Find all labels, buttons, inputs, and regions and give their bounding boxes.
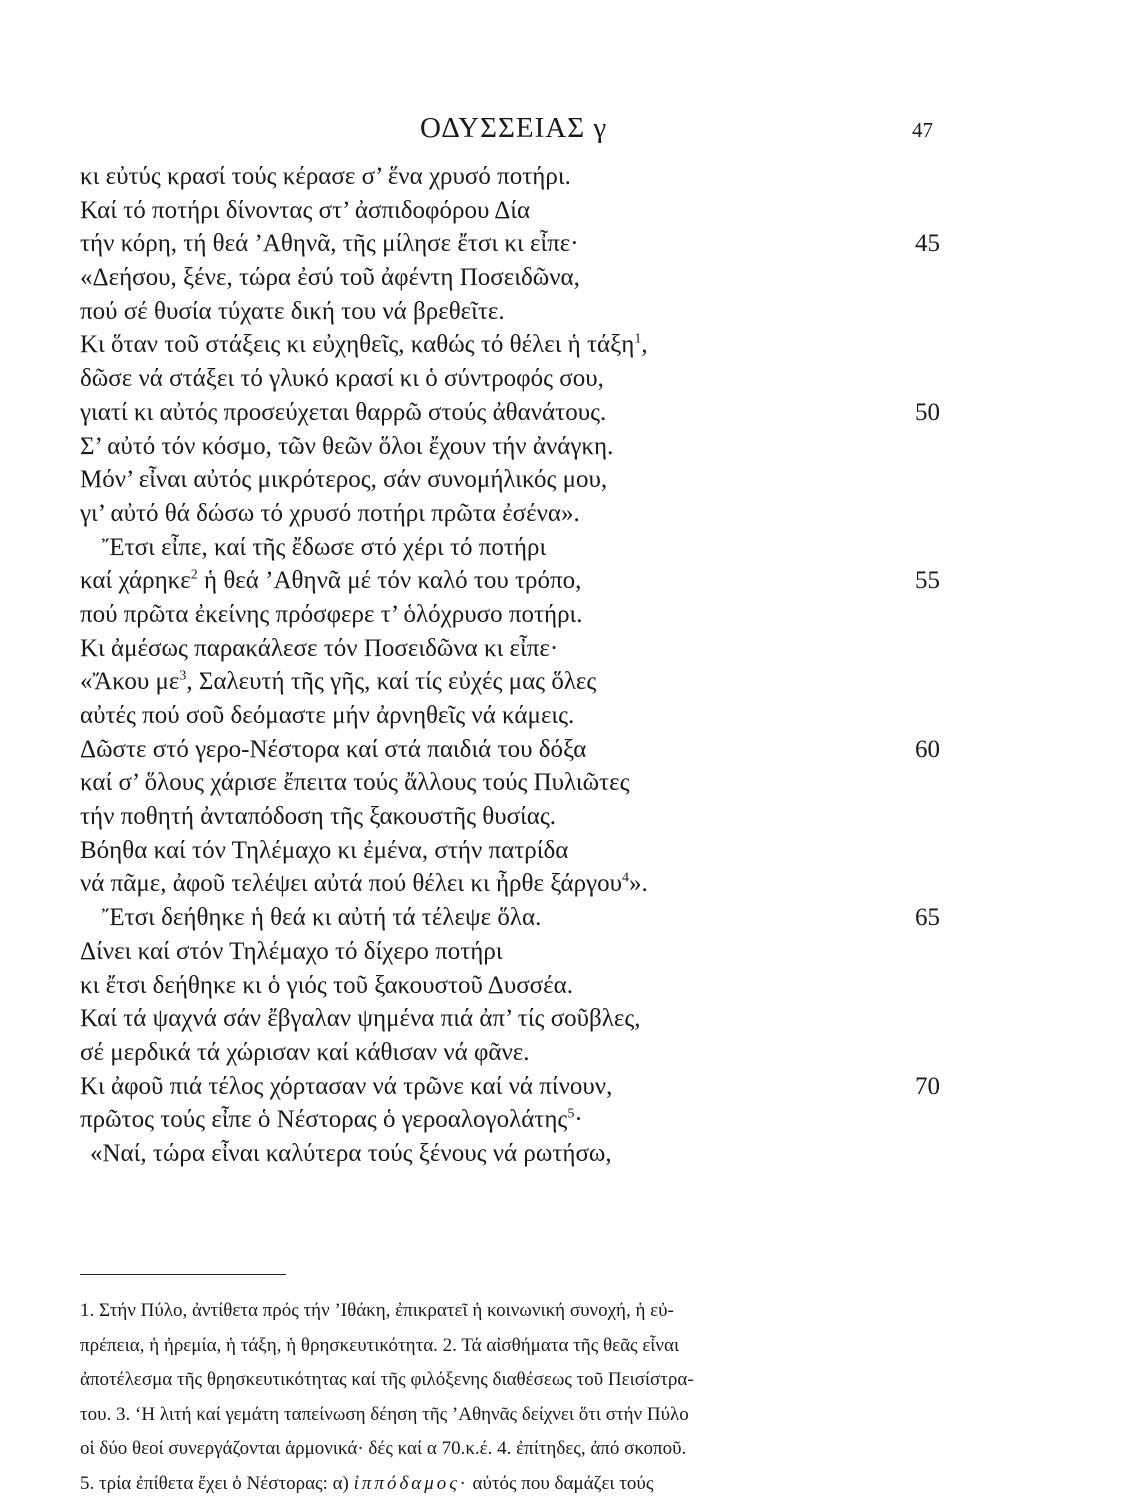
verse-text-after: , bbox=[641, 331, 647, 358]
verse-line bbox=[80, 396, 940, 430]
page-header bbox=[0, 112, 1125, 152]
verse-line bbox=[80, 901, 940, 935]
verse-text: καί χάρηκε bbox=[80, 567, 191, 594]
footnote-marker: 3 bbox=[179, 669, 186, 684]
verse-line bbox=[80, 261, 940, 295]
footnote-text: 5. τρία ἐπίθετα ἔχει ὁ Νέστορας: α) bbox=[80, 1473, 354, 1494]
line-number: 60 bbox=[915, 733, 940, 767]
line-number: 50 bbox=[915, 396, 940, 430]
verse-line bbox=[80, 800, 940, 834]
verse-text-after: ». bbox=[629, 870, 648, 897]
verse-text: Κι ἀμέσως παρακάλεσε τόν Ποσειδῶνα κι εἶπε· bbox=[80, 635, 558, 662]
footnote-text: ἀποτέλεσμα τῆς θρησκευτικότητας καί τῆς φιλόξενης διαθέσεως τοῦ Πεισίστρα- bbox=[80, 1369, 694, 1390]
verse-line bbox=[80, 867, 940, 901]
verse-text: Μόν’ εἶναι αὐτός μικρότερος, σάν συνομήλικός μου, bbox=[80, 466, 607, 493]
footnote-text: οἱ δύο θεοί συνεργάζονται ἁρμονικά· δές καί α 70.κ.έ. 4. ἐπίτηδες, ἀπό σκοποῦ. bbox=[80, 1438, 686, 1459]
verse-line bbox=[80, 733, 940, 767]
footnote-line bbox=[80, 1294, 940, 1329]
page-title: ΟΔΥΣΣΕΙΑΣ γ bbox=[420, 112, 607, 145]
verse-text: Ἔτσι εἶπε, καί τῆς ἔδωσε στό χέρι τό ποτήρι bbox=[102, 534, 546, 561]
verse-line bbox=[80, 430, 940, 464]
verse-text: τήν ποθητή ἀνταπόδοση τῆς ξακουστῆς θυσίας. bbox=[80, 803, 556, 830]
line-number: 70 bbox=[915, 1070, 940, 1104]
verse-text: δῶσε νά στάξει τό γλυκό κρασί κι ὁ σύντροφός σου, bbox=[80, 365, 604, 392]
footnote-text: 1. Στήν Πύλο, ἀντίθετα πρός τήν ’Ιθάκη, ἐπικρατεῖ ἡ κοινωνική συνοχή, ἡ εὐ- bbox=[80, 1300, 674, 1321]
verse-line bbox=[80, 531, 940, 565]
verse-text: Κι ἀφοῦ πιά τέλος χόρτασαν νά τρῶνε καί νά πίνουν, bbox=[80, 1073, 612, 1100]
verse-line bbox=[80, 160, 940, 194]
verse-text: κι εὐτύς κρασί τούς κέρασε σ’ ἕνα χρυσό ποτήρι. bbox=[80, 163, 571, 190]
verse-text: αὐτές πού σοῦ δεόμαστε μήν ἀρνηθεῖς νά κάμεις. bbox=[80, 702, 574, 729]
poem-body bbox=[80, 160, 940, 1171]
footnote-text: του. 3. ‘Η λιτή καί γεμάτη ταπείνωση δέηση τῆς ’Αθηνᾶς δείχνει ὅτι στήν Πύλο bbox=[80, 1404, 689, 1425]
verse-line bbox=[80, 295, 940, 329]
footnote-text-tail: αὐτός που δαμάζει τούς bbox=[468, 1473, 654, 1494]
footnote-marker: 4 bbox=[622, 871, 629, 886]
verse-line bbox=[80, 227, 940, 261]
verse-text: Δῶστε στό γερο-Νέστορα καί στά παιδιά του δόξα bbox=[80, 736, 586, 763]
footnote-line bbox=[80, 1467, 940, 1501]
verse-text: «Δεήσου, ξένε, τώρα ἐσύ τοῦ ἀφέντη Ποσειδῶνα, bbox=[80, 264, 580, 291]
footnote-line bbox=[80, 1329, 940, 1364]
footnote-line bbox=[80, 1363, 940, 1398]
verse-text: Δίνει καί στόν Τηλέμαχο τό δίχερο ποτήρι bbox=[80, 938, 503, 965]
verse-line bbox=[80, 194, 940, 228]
verse-text: κι ἔτσι δεήθηκε κι ὁ γιός τοῦ ξακουστοῦ Δυσσέα. bbox=[80, 972, 573, 999]
verse-line bbox=[80, 935, 940, 969]
verse-text: πρῶτος τούς εἶπε ὁ Νέστορας ὁ γεροαλογολάτης bbox=[80, 1106, 567, 1133]
verse-line bbox=[80, 564, 940, 598]
verse-text: νά πᾶμε, ἀφοῦ τελέψει αὐτά πού θέλει κι ἦρθε ξάργου bbox=[80, 870, 622, 897]
verse-line bbox=[80, 699, 940, 733]
verse-line bbox=[80, 1036, 940, 1070]
footnote-line bbox=[80, 1398, 940, 1433]
verse-line bbox=[80, 328, 940, 362]
verse-text: Καί τά ψαχνά σάν ἔβγαλαν ψημένα πιά ἀπ’ τίς σοῦβλες, bbox=[80, 1005, 641, 1032]
verse-text: τήν κόρη, τή θεά ’Αθηνᾶ, τῆς μίλησε ἔτσι κι εἶπε· bbox=[80, 230, 579, 257]
verse-line bbox=[80, 1002, 940, 1036]
verse-text: Σ’ αὐτό τόν κόσμο, τῶν θεῶν ὅλοι ἔχουν τήν ἀνάγκη. bbox=[80, 433, 613, 460]
verse-line bbox=[80, 362, 940, 396]
verse-line bbox=[80, 598, 940, 632]
verse-text: πού σέ θυσία τύχατε δική του νά βρεθεῖτε. bbox=[80, 298, 505, 325]
verse-text: «Ἄκου με bbox=[80, 668, 179, 695]
page-number: 47 bbox=[912, 118, 933, 143]
verse-line bbox=[80, 1137, 940, 1171]
footnotes bbox=[80, 1294, 940, 1501]
verse-line bbox=[80, 497, 940, 531]
line-number: 45 bbox=[915, 227, 940, 261]
verse-text: Καί τό ποτήρι δίνοντας στ’ ἀσπιδοφόρου Δία bbox=[80, 197, 530, 224]
footnote-marker: 5 bbox=[567, 1107, 574, 1122]
verse-text: πού πρῶτα ἐκείνης πρόσφερε τ’ ὁλόχρυσο ποτήρι. bbox=[80, 601, 583, 628]
verse-line bbox=[80, 834, 940, 868]
verse-text: γιατί κι αὐτός προσεύχεται θαρρῶ στούς ἀθανάτους. bbox=[80, 399, 606, 426]
verse-line bbox=[80, 463, 940, 497]
line-number: 55 bbox=[915, 564, 940, 598]
footnote-marker: 2 bbox=[191, 568, 198, 583]
verse-line bbox=[80, 766, 940, 800]
verse-text: σέ μερδικά τά χώρισαν καί κάθισαν νά φᾶνε. bbox=[80, 1039, 530, 1066]
verse-text: γι’ αὐτό θά δώσω τό χρυσό ποτήρι πρῶτα ἐσένα». bbox=[80, 500, 580, 527]
verse-text: Κι ὅταν τοῦ στάξεις κι εὐχηθεῖς, καθώς τό θέλει ἡ τάξη bbox=[80, 331, 634, 358]
verse-text-after: , Σαλευτή τῆς γῆς, καί τίς εὐχές μας ὅλες bbox=[186, 668, 596, 695]
verse-text: Ἔτσι δεήθηκε ἡ θεά κι αὐτή τά τέλεψε ὅλα. bbox=[102, 904, 541, 931]
verse-line bbox=[80, 632, 940, 666]
line-number: 65 bbox=[915, 901, 940, 935]
verse-text: «Ναί, τώρα εἶναι καλύτερα τούς ξένους νά ρωτήσω, bbox=[90, 1140, 612, 1167]
verse-line bbox=[80, 665, 940, 699]
verse-text: καί σ’ ὅλους χάρισε ἔπειτα τούς ἄλλους τούς Πυλιῶτες bbox=[80, 769, 630, 796]
footnote-marker: 1 bbox=[634, 332, 641, 347]
verse-text: Βόηθα καί τόν Τηλέμαχο κι ἐμένα, στήν πατρίδα bbox=[80, 837, 568, 864]
verse-line bbox=[80, 1070, 940, 1104]
verse-text-after: · bbox=[574, 1106, 582, 1133]
verse-line bbox=[80, 969, 940, 1003]
footnote-line bbox=[80, 1432, 940, 1467]
verse-text-after: ἡ θεά ’Αθηνᾶ μέ τόν καλό του τρόπο, bbox=[198, 567, 582, 594]
footnote-divider bbox=[80, 1274, 286, 1275]
footnote-epithet: ἱππόδαμος· bbox=[354, 1473, 468, 1494]
footnote-text: πρέπεια, ἡ ἠρεμία, ἡ τάξη, ἡ θρησκευτικότητα. 2. Τά αἰσθήματα τῆς θεᾶς εἶναι bbox=[80, 1335, 679, 1356]
verse-line bbox=[80, 1103, 940, 1137]
